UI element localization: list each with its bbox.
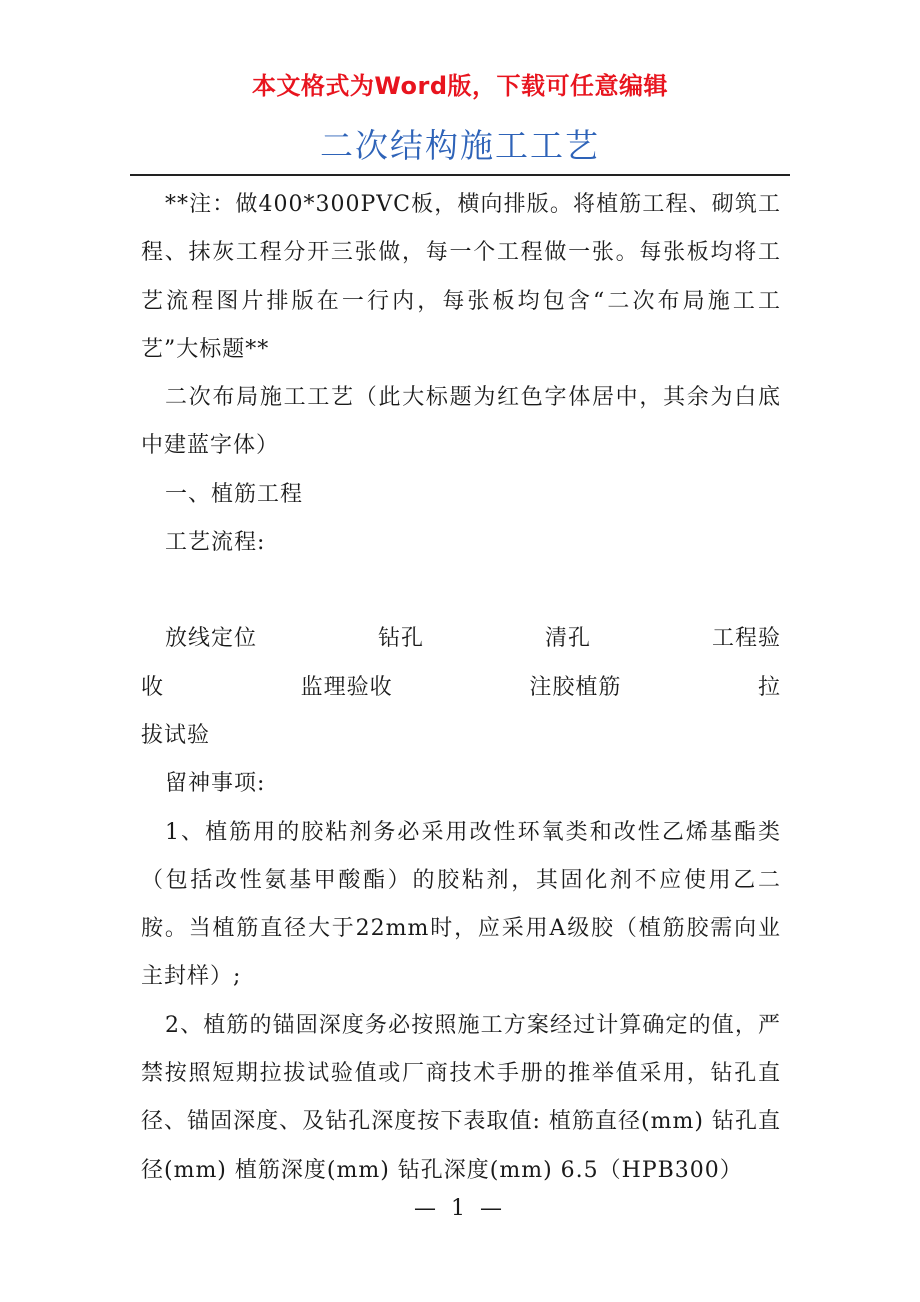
process-label: 工艺流程: — [165, 530, 266, 556]
flow-step: 收 — [141, 674, 165, 700]
flow-row-1 — [141, 615, 781, 663]
page-number: — 1 — — [414, 1196, 506, 1221]
document-title: 二次结构施工工艺 — [320, 126, 600, 165]
caution-label: 留神事项: — [165, 771, 266, 797]
flow-step: 放线定位 — [165, 626, 258, 652]
download-banner: 本文格式为Word版，下载可任意编辑 — [251, 72, 669, 100]
subtitle-paragraph: 二次布局施工工艺（此大标题为红色字体居中，其余为白底中建蓝字体） — [141, 385, 781, 459]
flow-step: 注胶植筋 — [529, 674, 622, 700]
title-divider — [130, 174, 790, 176]
section-heading: 一、植筋工程 — [165, 481, 304, 507]
flow-row-2 — [141, 664, 781, 712]
flow-step: 拉 — [757, 674, 781, 700]
flow-step: 钻孔 — [377, 626, 424, 652]
document-body — [141, 181, 781, 1195]
note-paragraph: **注：做400*300PVC板，横向排版。将植筋工程、砌筑工程、抹灰工程分开三张做，每一个工程做一张。每张板均将工艺流程图片排版在一行内，每张板均包含“二次布局施工工艺”大标题** — [141, 192, 781, 362]
flow-image-gap — [141, 567, 781, 615]
flow-step: 监理验收 — [300, 674, 393, 700]
flow-step: 工程验 — [711, 626, 781, 652]
flow-row-3: 拔试验 — [141, 722, 211, 748]
caution-item-2: 2、植筋的锚固深度务必按照施工方案经过计算确定的值，严禁按照短期拉拔试验值或厂商技术手册的推举值采用，钻孔直径、锚固深度、及钻孔深度按下表取值: 植筋直径(mm) 钻孔直径(mm) 植筋深度(mm) 钻孔深度(mm) 6.5（HPB300） — [141, 1012, 781, 1183]
caution-item-1: 1、植筋用的胶粘剂务必采用改性环氧类和改性乙烯基酯类（包括改性氨基甲酸酯）的胶粘剂，其固化剂不应使用乙二胺。当植筋直径大于22mm时，应采用A级胶（植筋胶需向业主封样）; — [141, 819, 781, 990]
flow-step: 清孔 — [544, 626, 591, 652]
